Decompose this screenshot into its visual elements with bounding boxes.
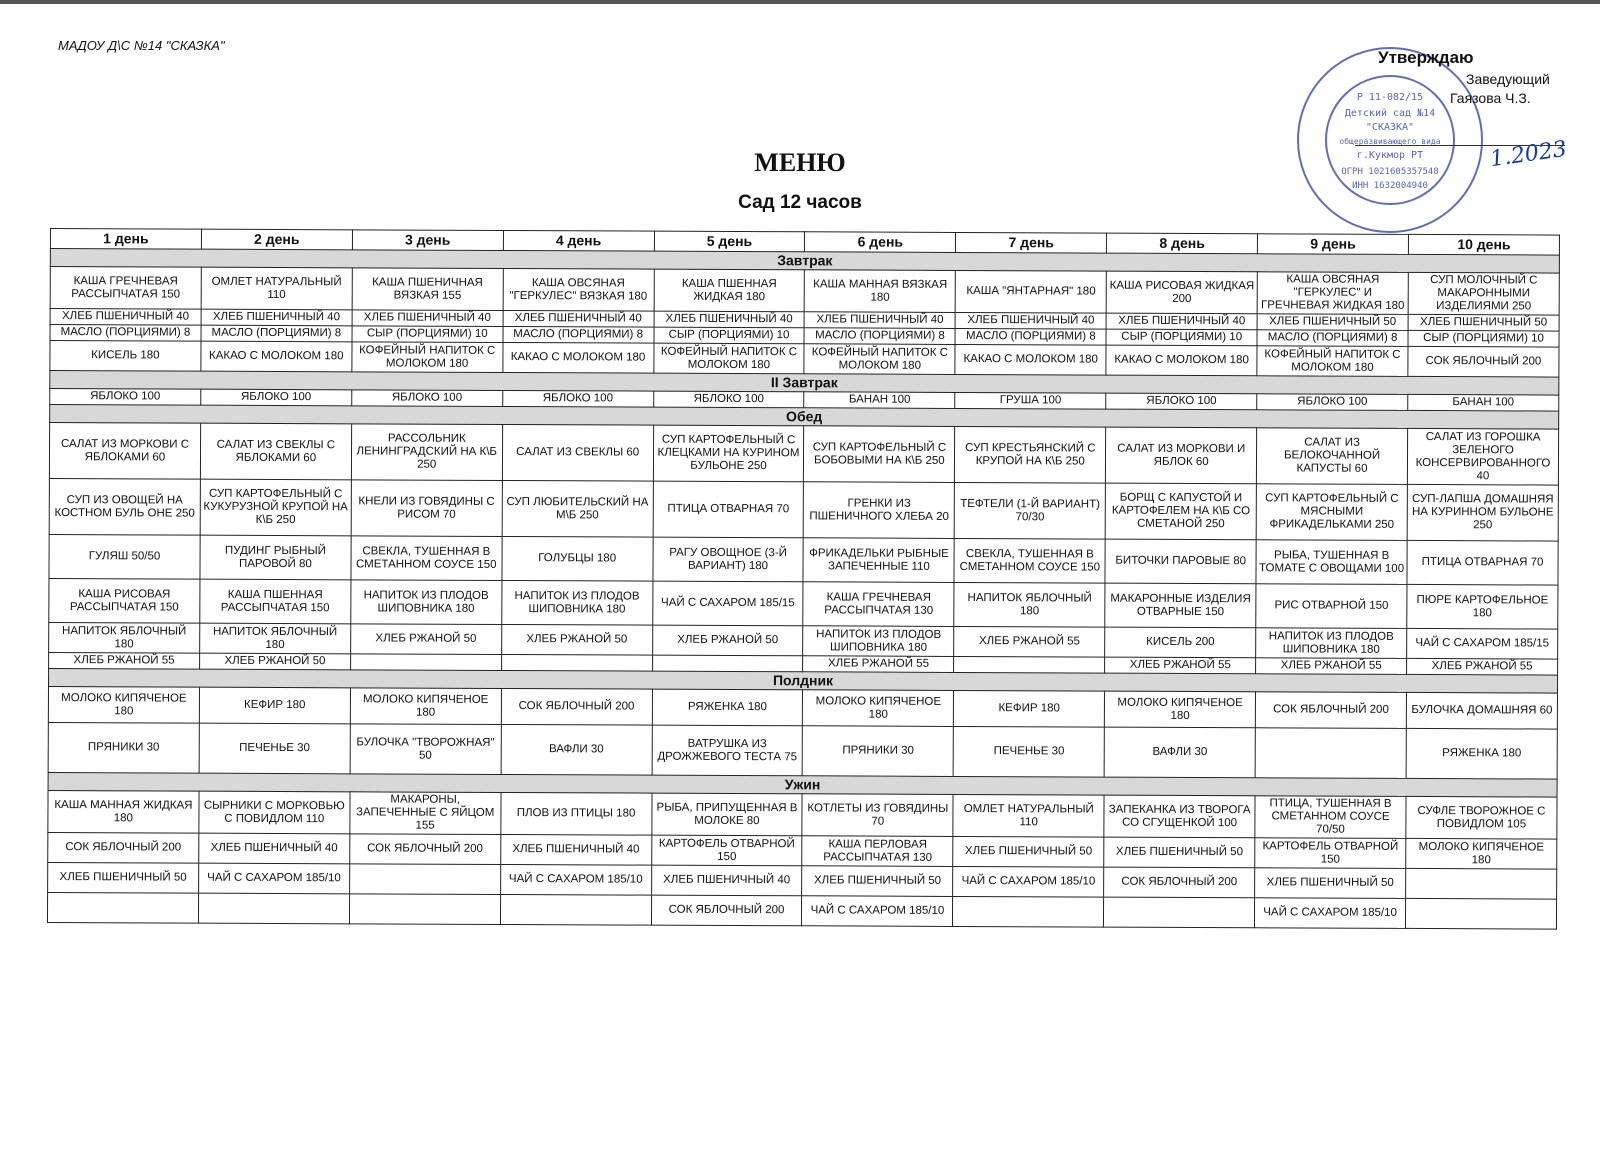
menu-item-cell xyxy=(47,892,198,923)
day-header: 8 день xyxy=(1107,233,1258,254)
menu-item-cell: СОК ЯБЛОЧНЫЙ 200 xyxy=(48,832,199,863)
menu-item-cell: САЛАТ ИЗ БЕЛОКОЧАННОЙ КАПУСТЫ 60 xyxy=(1257,428,1408,485)
table-row xyxy=(47,892,1556,929)
day-header: 2 день xyxy=(201,229,352,250)
menu-item-cell: СУП ИЗ ОВОЩЕЙ НА КОСТНОМ БУЛЬ ОНЕ 250 xyxy=(49,478,200,535)
menu-item-cell: ХЛЕБ РЖАНОЙ 50 xyxy=(501,624,652,655)
menu-item-cell: КАША ГРЕЧНЕВАЯ РАССЫПЧАТАЯ 150 xyxy=(50,267,201,310)
organization-name: МАДОУ Д\С №14 "СКАЗКА" xyxy=(58,38,225,53)
menu-item-cell: КАКАО С МОЛОКОМ 180 xyxy=(1106,345,1257,376)
menu-item-cell: КАША "ЯНТАРНАЯ" 180 xyxy=(955,270,1106,313)
menu-item-cell: СУП КАРТОФЕЛЬНЫЙ С КЛЕЦКАМИ НА КУРИНОМ БУЛЬОНЕ 250 xyxy=(653,425,804,482)
menu-item-cell: НАПИТОК ЯБЛОЧНЫЙ 180 xyxy=(954,582,1105,627)
menu-item-cell xyxy=(500,894,651,925)
menu-item-cell: БАНАН 100 xyxy=(1408,394,1559,411)
day-header: 10 день xyxy=(1408,234,1559,255)
menu-item-cell: ХЛЕБ ПШЕНИЧНЫЙ 50 xyxy=(1257,314,1408,331)
menu-item-cell: МАСЛО (ПОРЦИЯМИ) 8 xyxy=(1257,330,1408,347)
day-header: 5 день xyxy=(654,231,805,252)
menu-item-cell: ХЛЕБ РЖАНОЙ 50 xyxy=(652,625,803,656)
menu-item-cell: ХЛЕБ ПШЕНИЧНЫЙ 50 xyxy=(1408,314,1559,331)
menu-item-cell: МАКАРОННЫЕ ИЗДЕЛИЯ ОТВАРНЫЕ 150 xyxy=(1105,583,1256,628)
menu-item-cell: ЧАЙ С САХАРОМ 185/10 xyxy=(198,863,349,894)
table-row xyxy=(49,578,1558,629)
menu-item-cell: ЧАЙ С САХАРОМ 185/15 xyxy=(1407,628,1558,659)
table-row xyxy=(49,534,1558,585)
menu-item-cell: КАША МАННАЯ ЖИДКАЯ 180 xyxy=(48,790,199,833)
page-subtitle: Сад 12 часов xyxy=(738,192,862,213)
section-title: II Завтрак xyxy=(50,371,1559,396)
day-header: 1 день xyxy=(50,229,201,250)
stamp-line: г.Кукмор РТ xyxy=(1356,150,1424,161)
menu-item-cell: СЫРНИКИ С МОРКОВЬЮ С ПОВИДЛОМ 110 xyxy=(199,791,350,834)
menu-item-cell: СОК ЯБЛОЧНЫЙ 200 xyxy=(350,834,501,865)
menu-item-cell: МАСЛО (ПОРЦИЯМИ) 8 xyxy=(201,325,352,342)
menu-item-cell: ПЮРЕ КАРТОФЕЛЬНОЕ 180 xyxy=(1407,584,1558,629)
menu-item-cell: КАША МАННАЯ ВЯЗКАЯ 180 xyxy=(805,270,956,313)
menu-item-cell: ПТИЦА, ТУШЕННАЯ В СМЕТАННОМ СОУСЕ 70/50 xyxy=(1255,796,1406,839)
menu-item-cell: ХЛЕБ ПШЕНИЧНЫЙ 50 xyxy=(802,866,953,897)
menu-item-cell: БУЛОЧКА "ТВОРОЖНАЯ" 50 xyxy=(350,724,501,775)
menu-item-cell: МОЛОКО КИПЯЧЕНОЕ 180 xyxy=(48,686,199,723)
menu-item-cell: МАСЛО (ПОРЦИЯМИ) 8 xyxy=(503,326,654,343)
menu-item-cell: ЧАЙ С САХАРОМ 185/10 xyxy=(953,866,1104,897)
menu-item-cell: ХЛЕБ ПШЕНИЧНЫЙ 40 xyxy=(50,309,201,326)
menu-item-cell: КАША ОВСЯНАЯ "ГЕРКУЛЕС" ВЯЗКАЯ 180 xyxy=(503,268,654,311)
menu-item-cell: СУП ЛЮБИТЕЛЬСКИЙ НА М\Б 250 xyxy=(502,480,653,537)
table-row xyxy=(49,423,1558,486)
menu-item-cell: СОК ЯБЛОЧНЫЙ 200 xyxy=(1408,346,1559,377)
menu-item-cell xyxy=(1406,868,1557,899)
menu-item-cell: МОЛОКО КИПЯЧЕНОЕ 180 xyxy=(1406,838,1557,869)
table-row xyxy=(48,790,1557,839)
menu-item-cell xyxy=(349,894,500,925)
menu-item-cell: МАКАРОНЫ, ЗАПЕЧЕННЫЕ С ЯЙЦОМ 155 xyxy=(350,792,501,835)
menu-item-cell: КАКАО С МОЛОКОМ 180 xyxy=(955,344,1106,375)
menu-item-cell: ГРУША 100 xyxy=(955,392,1106,409)
menu-item-cell: ХЛЕБ РЖАНОЙ 55 xyxy=(1256,658,1407,675)
approval-name: Гаязова Ч.З. xyxy=(1450,90,1531,106)
menu-table xyxy=(47,228,1560,930)
menu-item-cell: КНЕЛИ ИЗ ГОВЯДИНЫ С РИСОМ 70 xyxy=(351,480,502,537)
stamp-line: "СКАЗКА" xyxy=(1365,122,1415,133)
menu-item-cell: РИС ОТВАРНОЙ 150 xyxy=(1256,584,1407,629)
menu-item-cell: ХЛЕБ РЖАНОЙ 55 xyxy=(49,652,200,669)
menu-item-cell: РЯЖЕНКА 180 xyxy=(652,689,803,726)
menu-item-cell: НАПИТОК ИЗ ПЛОДОВ ШИПОВНИКА 180 xyxy=(1256,628,1407,659)
stamp-line: общеразвивающего вида xyxy=(1339,137,1441,146)
menu-item-cell: КОФЕЙНЫЙ НАПИТОК С МОЛОКОМ 180 xyxy=(653,343,804,374)
menu-item-cell: ХЛЕБ РЖАНОЙ 50 xyxy=(350,624,501,655)
menu-item-cell: САЛАТ ИЗ СВЕКЛЫ С ЯБЛОКАМИ 60 xyxy=(200,423,351,480)
menu-item-cell xyxy=(953,896,1104,927)
menu-item-cell: БИТОЧКИ ПАРОВЫЕ 80 xyxy=(1105,539,1256,584)
menu-item-cell: НАПИТОК ЯБЛОЧНЫЙ 180 xyxy=(49,622,200,653)
approval-block xyxy=(1378,48,1578,106)
menu-item-cell: ХЛЕБ ПШЕНИЧНЫЙ 40 xyxy=(805,312,956,329)
menu-item-cell: ХЛЕБ ПШЕНИЧНЫЙ 40 xyxy=(955,312,1106,329)
menu-item-cell: СУП КАРТОФЕЛЬНЫЙ С БОБОВЫМИ НА К\Б 250 xyxy=(804,426,955,483)
menu-item-cell: ХЛЕБ ПШЕНИЧНЫЙ 40 xyxy=(503,310,654,327)
menu-item-cell: ЧАЙ С САХАРОМ 185/15 xyxy=(652,581,803,626)
menu-item-cell xyxy=(652,655,803,672)
menu-item-cell: ЯБЛОКО 100 xyxy=(1106,393,1257,410)
page-title: МЕНЮ xyxy=(754,148,846,177)
menu-item-cell: САЛАТ ИЗ МОРКОВИ С ЯБЛОКАМИ 60 xyxy=(49,423,200,480)
menu-item-cell: СУП КАРТОФЕЛЬНЫЙ С КУКУРУЗНОЙ КРУПОЙ НА К\Б 250 xyxy=(200,479,351,536)
table-row xyxy=(50,267,1559,316)
menu-item-cell: РЯЖЕНКА 180 xyxy=(1406,728,1557,779)
menu-item-cell: КАША ПШЕННАЯ ЖИДКАЯ 180 xyxy=(654,269,805,312)
menu-item-cell xyxy=(1405,898,1556,929)
menu-item-cell: ХЛЕБ ПШЕНИЧНЫЙ 50 xyxy=(1255,868,1406,899)
menu-item-cell: КОФЕЙНЫЙ НАПИТОК С МОЛОКОМ 180 xyxy=(804,344,955,375)
menu-item-cell: НАПИТОК ЯБЛОЧНЫЙ 180 xyxy=(200,623,351,654)
menu-item-cell: СВЕКЛА, ТУШЕННАЯ В СМЕТАННОМ СОУСЕ 150 xyxy=(954,538,1105,583)
menu-item-cell: СЫР (ПОРЦИЯМИ) 10 xyxy=(654,327,805,344)
menu-item-cell: ГОЛУБЦЫ 180 xyxy=(502,536,653,581)
menu-item-cell: ХЛЕБ ПШЕНИЧНЫЙ 40 xyxy=(352,310,503,327)
menu-item-cell: КОФЕЙНЫЙ НАПИТОК С МОЛОКОМ 180 xyxy=(1257,346,1408,377)
menu-item-cell: КОФЕЙНЫЙ НАПИТОК С МОЛОКОМ 180 xyxy=(352,342,503,373)
stamp-line: Детский сад №14 xyxy=(1344,108,1436,119)
menu-item-cell: ХЛЕБ РЖАНОЙ 50 xyxy=(199,653,350,670)
menu-item-cell: ЯБЛОКО 100 xyxy=(653,391,804,408)
menu-item-cell xyxy=(1104,897,1255,928)
menu-item-cell: СУП-ЛАПША ДОМАШНЯЯ НА КУРИННОМ БУЛЬОНЕ 250 xyxy=(1407,484,1558,541)
menu-item-cell: ЧАЙ С САХАРОМ 185/10 xyxy=(500,864,651,895)
menu-item-cell: КЕФИР 180 xyxy=(954,690,1105,727)
menu-item-cell: РАГУ ОВОЩНОЕ (3-Й ВАРИАНТ) 180 xyxy=(653,537,804,582)
menu-item-cell: СУП МОЛОЧНЫЙ С МАКАРОННЫМИ ИЗДЕЛИЯМИ 250 xyxy=(1408,272,1559,315)
menu-item-cell xyxy=(1255,728,1406,779)
section-title: Ужин xyxy=(48,772,1557,797)
day-header: 3 день xyxy=(352,230,503,251)
menu-item-cell: ОМЛЕТ НАТУРАЛЬНЫЙ 110 xyxy=(953,794,1104,837)
menu-item-cell: РАССОЛЬНИК ЛЕНИНГРАДСКИЙ НА К\Б 250 xyxy=(351,424,502,481)
menu-item-cell: КЕФИР 180 xyxy=(199,687,350,724)
menu-item-cell: КАША ОВСЯНАЯ "ГЕРКУЛЕС" И ГРЕЧНЕВАЯ ЖИДКАЯ 180 xyxy=(1257,272,1408,315)
table-row xyxy=(49,478,1558,541)
menu-item-cell: ХЛЕБ ПШЕНИЧНЫЙ 50 xyxy=(48,862,199,893)
menu-item-cell: ЯБЛОКО 100 xyxy=(201,389,352,406)
day-header: 6 день xyxy=(805,232,956,253)
menu-item-cell: МАСЛО (ПОРЦИЯМИ) 8 xyxy=(804,328,955,345)
menu-item-cell xyxy=(954,656,1105,673)
menu-item-cell xyxy=(350,654,501,671)
stamp-line: ИНН 1632004940 xyxy=(1352,181,1428,191)
menu-item-cell: СУП КРЕСТЬЯНСКИЙ С КРУПОЙ НА К\Б 250 xyxy=(955,426,1106,483)
section-title: Полдник xyxy=(48,668,1557,693)
menu-item-cell: СЫР (ПОРЦИЯМИ) 10 xyxy=(352,326,503,343)
menu-item-cell: КИСЕЛЬ 200 xyxy=(1105,627,1256,658)
menu-item-cell: ПЕЧЕНЬЕ 30 xyxy=(199,723,350,774)
menu-item-cell: СВЕКЛА, ТУШЕННАЯ В СМЕТАННОМ СОУСЕ 150 xyxy=(351,536,502,581)
menu-item-cell: САЛАТ ИЗ МОРКОВИ И ЯБЛОК 60 xyxy=(1106,427,1257,484)
menu-item-cell: ХЛЕБ РЖАНОЙ 55 xyxy=(803,656,954,673)
menu-item-cell: НАПИТОК ИЗ ПЛОДОВ ШИПОВНИКА 180 xyxy=(501,580,652,625)
menu-item-cell: ПРЯНИКИ 30 xyxy=(803,726,954,777)
menu-item-cell: ХЛЕБ ПШЕНИЧНЫЙ 50 xyxy=(1104,837,1255,868)
menu-item-cell: КАКАО С МОЛОКОМ 180 xyxy=(201,341,352,372)
menu-item-cell: СЫР (ПОРЦИЯМИ) 10 xyxy=(1106,329,1257,346)
menu-item-cell: ГРЕНКИ ИЗ ПШЕНИЧНОГО ХЛЕБА 20 xyxy=(804,482,955,539)
section-title: Завтрак xyxy=(50,249,1559,274)
menu-item-cell: КАША ПШЕННАЯ РАССЫПЧАТАЯ 150 xyxy=(200,579,351,624)
menu-item-cell: КИСЕЛЬ 180 xyxy=(50,341,201,372)
scan-top-edge xyxy=(0,0,1600,4)
menu-item-cell: ХЛЕБ ПШЕНИЧНЫЙ 40 xyxy=(201,309,352,326)
menu-item-cell: ХЛЕБ ПШЕНИЧНЫЙ 40 xyxy=(1106,313,1257,330)
menu-item-cell: ХЛЕБ ПШЕНИЧНЫЙ 40 xyxy=(654,311,805,328)
menu-item-cell: СУП КАРТОФЕЛЬНЫЙ С МЯСНЫМИ ФРИКАДЕЛЬКАМИ 250 xyxy=(1256,484,1407,541)
menu-item-cell: ПУДИНГ РЫБНЫЙ ПАРОВОЙ 80 xyxy=(200,535,351,580)
menu-item-cell: БАНАН 100 xyxy=(804,392,955,409)
menu-item-cell: САЛАТ ИЗ ГОРОШКА ЗЕЛЕНОГО КОНСЕРВИРОВАННОГО 40 xyxy=(1407,428,1558,485)
menu-item-cell: ХЛЕБ РЖАНОЙ 55 xyxy=(1407,658,1558,675)
menu-item-cell: СЫР (ПОРЦИЯМИ) 10 xyxy=(1408,330,1559,347)
menu-item-cell: МОЛОКО КИПЯЧЕНОЕ 180 xyxy=(1105,691,1256,728)
menu-item-cell: ХЛЕБ ПШЕНИЧНЫЙ 40 xyxy=(651,865,802,896)
menu-body xyxy=(47,249,1559,930)
menu-item-cell: КОТЛЕТЫ ИЗ ГОВЯДИНЫ 70 xyxy=(802,794,953,837)
menu-item-cell: ХЛЕБ ПШЕНИЧНЫЙ 50 xyxy=(953,836,1104,867)
menu-item-cell: ЯБЛОКО 100 xyxy=(1257,394,1408,411)
menu-item-cell: МАСЛО (ПОРЦИЯМИ) 8 xyxy=(50,325,201,342)
menu-item-cell: ПТИЦА ОТВАРНАЯ 70 xyxy=(653,481,804,538)
menu-item-cell: КАРТОФЕЛЬ ОТВАРНОЙ 150 xyxy=(651,835,802,866)
menu-item-cell: СОК ЯБЛОЧНЫЙ 200 xyxy=(501,688,652,725)
menu-item-cell: САЛАТ ИЗ СВЕКЛЫ 60 xyxy=(502,424,653,481)
menu-item-cell: МОЛОКО КИПЯЧЕНОЕ 180 xyxy=(350,688,501,725)
menu-item-cell: ХЛЕБ ПШЕНИЧНЫЙ 40 xyxy=(199,833,350,864)
section-title: Обед xyxy=(50,405,1559,430)
menu-item-cell: ПЕЧЕНЬЕ 30 xyxy=(953,726,1104,777)
menu-item-cell: ЗАПЕКАНКА ИЗ ТВОРОГА СО СГУЩЕНКОЙ 100 xyxy=(1104,795,1255,838)
menu-item-cell: ПТИЦА ОТВАРНАЯ 70 xyxy=(1407,540,1558,585)
menu-item-cell: ВАТРУШКА ИЗ ДРОЖЖЕВОГО ТЕСТА 75 xyxy=(652,725,803,776)
menu-item-cell: БУЛОЧКА ДОМАШНЯЯ 60 xyxy=(1406,692,1557,729)
day-header: 7 день xyxy=(956,232,1107,253)
menu-item-cell: ФРИКАДЕЛЬКИ РЫБНЫЕ ЗАПЕЧЕННЫЕ 110 xyxy=(803,538,954,583)
menu-item-cell: ХЛЕБ РЖАНОЙ 55 xyxy=(954,626,1105,657)
menu-item-cell: СОК ЯБЛОЧНЫЙ 200 xyxy=(1104,867,1255,898)
stamp-line: Р 11-082/15 xyxy=(1356,92,1424,103)
menu-item-cell: ХЛЕБ РЖАНОЙ 55 xyxy=(1105,657,1256,674)
menu-item-cell: КАША ПШЕНИЧНАЯ ВЯЗКАЯ 155 xyxy=(352,268,503,311)
menu-item-cell: РЫБА, ПРИПУЩЕННАЯ В МОЛОКЕ 80 xyxy=(651,793,802,836)
menu-item-cell: ЯБЛОКО 100 xyxy=(352,390,503,407)
menu-item-cell: БОРЩ С КАПУСТОЙ И КАРТОФЕЛЕМ НА К\Б СО СМЕТАНОЙ 250 xyxy=(1105,483,1256,540)
menu-item-cell: ТЕФТЕЛИ (1-Й ВАРИАНТ) 70/30 xyxy=(954,482,1105,539)
menu-item-cell: НАПИТОК ИЗ ПЛОДОВ ШИПОВНИКА 180 xyxy=(351,580,502,625)
menu-item-cell: СУФЛЕ ТВОРОЖНОЕ С ПОВИДЛОМ 105 xyxy=(1406,796,1557,839)
stamp-line: ОГРН 1021605357548 xyxy=(1341,167,1439,177)
menu-item-cell: КАША ПЕРЛОВАЯ РАССЫПЧАТАЯ 130 xyxy=(802,836,953,867)
menu-item-cell: ЧАЙ С САХАРОМ 185/10 xyxy=(802,896,953,927)
menu-item-cell: КАКАО С МОЛОКОМ 180 xyxy=(503,342,654,373)
menu-item-cell xyxy=(198,893,349,924)
menu-item-cell: СОК ЯБЛОЧНЫЙ 200 xyxy=(1255,692,1406,729)
menu-item-cell: ВАФЛИ 30 xyxy=(501,724,652,775)
day-header: 4 день xyxy=(503,230,654,251)
menu-item-cell: ОМЛЕТ НАТУРАЛЬНЫЙ 110 xyxy=(201,267,352,310)
menu-item-cell: КАША РИСОВАЯ РАССЫПЧАТАЯ 150 xyxy=(49,578,200,623)
menu-item-cell: КАРТОФЕЛЬ ОТВАРНОЙ 150 xyxy=(1255,838,1406,869)
menu-item-cell: ПЛОВ ИЗ ПТИЦЫ 180 xyxy=(501,792,652,835)
day-header: 9 день xyxy=(1258,234,1409,255)
menu-item-cell: СОК ЯБЛОЧНЫЙ 200 xyxy=(651,895,802,926)
menu-item-cell: НАПИТОК ИЗ ПЛОДОВ ШИПОВНИКА 180 xyxy=(803,626,954,657)
menu-item-cell xyxy=(349,864,500,895)
menu-item-cell: МАСЛО (ПОРЦИЯМИ) 8 xyxy=(955,328,1106,345)
menu-item-cell: РЫБА, ТУШЕННАЯ В ТОМАТЕ С ОВОЩАМИ 100 xyxy=(1256,540,1407,585)
menu-item-cell: ПРЯНИКИ 30 xyxy=(48,722,199,773)
menu-item-cell xyxy=(501,654,652,671)
menu-item-cell: ЯБЛОКО 100 xyxy=(50,389,201,406)
menu-item-cell: ГУЛЯШ 50/50 xyxy=(49,534,200,579)
handwritten-date: 1.2023 xyxy=(1488,136,1569,173)
menu-item-cell: ЯБЛОКО 100 xyxy=(502,390,653,407)
menu-item-cell: МОЛОКО КИПЯЧЕНОЕ 180 xyxy=(803,690,954,727)
table-row xyxy=(48,722,1557,779)
menu-item-cell: КАША РИСОВАЯ ЖИДКАЯ 200 xyxy=(1106,271,1257,314)
menu-item-cell: КАША ГРЕЧНЕВАЯ РАССЫПЧАТАЯ 130 xyxy=(803,582,954,627)
menu-item-cell: ВАФЛИ 30 xyxy=(1104,727,1255,778)
menu-item-cell: ХЛЕБ ПШЕНИЧНЫЙ 40 xyxy=(500,834,651,865)
menu-item-cell: ЧАЙ С САХАРОМ 185/10 xyxy=(1255,898,1406,929)
approval-position: Заведующий xyxy=(1466,71,1550,87)
approval-title: Утверждаю xyxy=(1378,48,1474,67)
